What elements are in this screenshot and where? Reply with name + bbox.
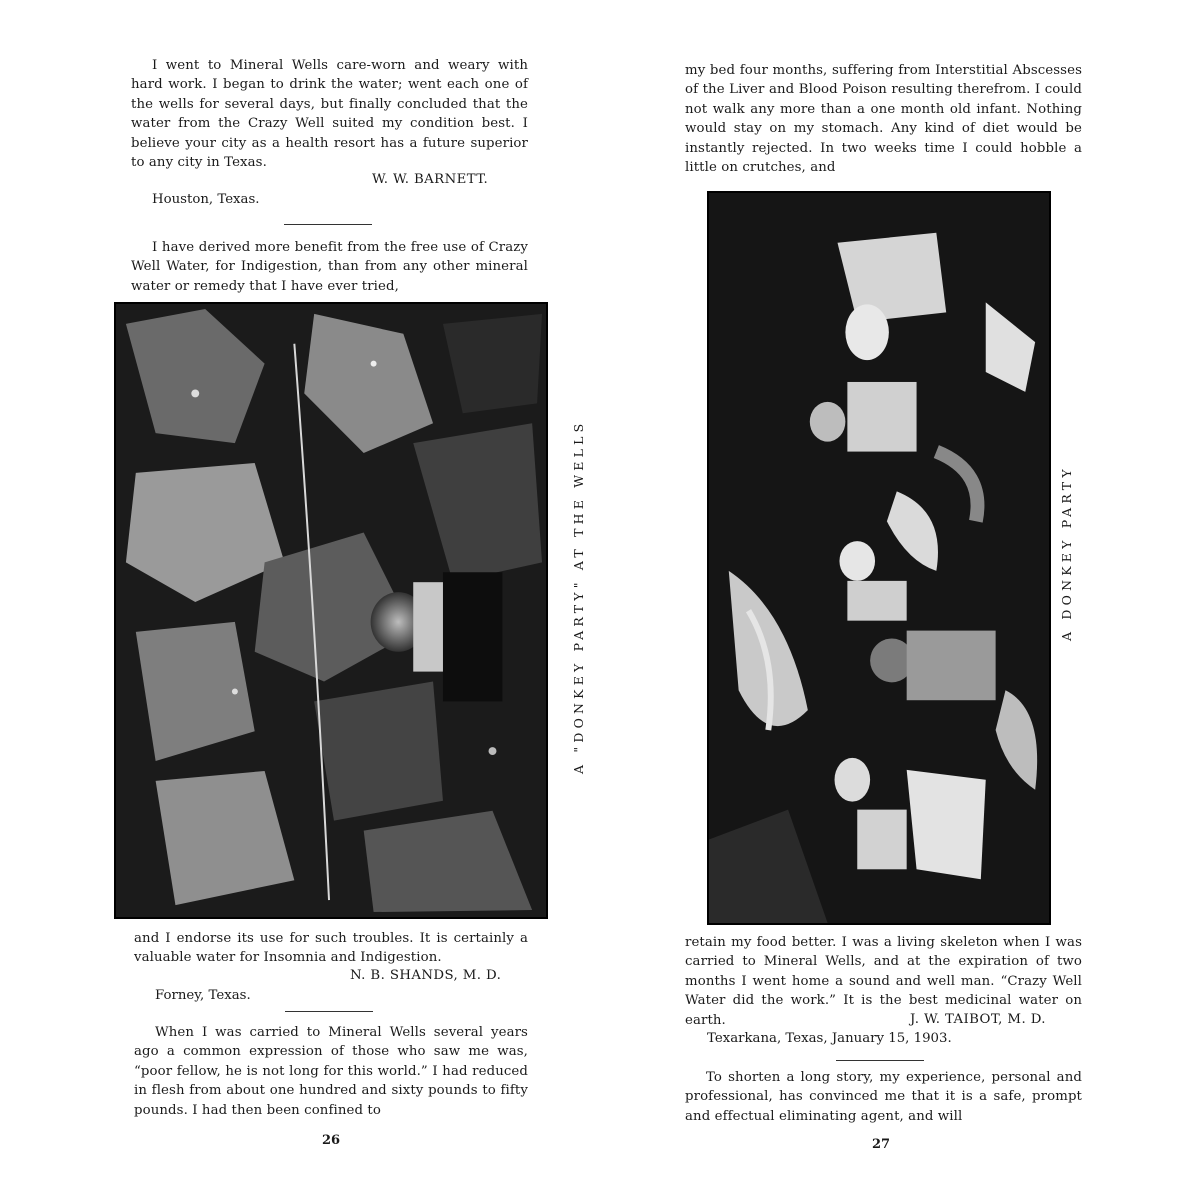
photo-donkey-party [707,191,1051,925]
signature-taibot: J. W. TAIBOT, M. D. [910,1012,1046,1027]
section-divider [284,224,372,225]
photo-caption-right: A DONKEY PARTY [1059,465,1074,641]
testimonial-shands-end: and I endorse its use for such troubles. It is certainly a valuable water for Insomnia and Indigestion. [134,931,528,966]
testimonial-shands-start: I have derived more benefit from the free use of Crazy Well Water, for Indigestion, than from any other mineral water or remedy that I have ever tried, [131,240,528,294]
right-page [600,0,1200,1200]
testimonial-conclusion: To shorten a long story, my experience, personal and professional, has convinced me that it is a safe, prompt and effectual eliminating agent, and will [685,1070,1082,1124]
photo-image [116,304,546,917]
signature-shands: N. B. SHANDS, M. D. [350,968,502,983]
section-divider [836,1060,924,1061]
page-number-left: 26 [322,1133,341,1148]
photo-donkey-party-wells [114,302,548,919]
place-forney: Forney, Texas. [155,988,251,1003]
testimonial-taibot-end: retain my food better. I was a living skeleton when I was carried to Mineral Wells, and at the expiration of two months I went home a sound and well man. “Crazy Well Water did the work.” It is the best medicinal water on earth. [685,935,1082,1028]
testimonial-barnett: I went to Mineral Wells care-worn and weary with hard work. I began to drink the water; went each one of the wells for several days, but finally concluded that the water from the Crazy Well suited my condition best. I believe your city as a health resort has a future superior to any city in Texas. [131,58,528,171]
page-number-right: 27 [872,1137,891,1152]
place-texarkana: Texarkana, Texas, January 15, 1903. [707,1031,952,1046]
testimonial-taibot-middle: my bed four months, suffering from Interstitial Abscesses of the Liver and Blood Poison resulting therefrom. I could not walk any more than a one month old infant. Nothing would stay on my stomach. Any kind of diet would be instantly rejected. In two weeks time I could hobble a little on crutches, and [685,63,1082,176]
section-divider [285,1011,373,1012]
place-houston: Houston, Texas. [152,192,260,207]
photo-image [709,193,1049,923]
photo-caption-left: A "DONKEY PARTY" AT THE WELLS [571,419,586,774]
signature-barnett: W. W. BARNETT. [372,172,489,187]
testimonial-taibot-start: When I was carried to Mineral Wells several years ago a common expression of those who saw me was, “poor fellow, he is not long for this world.” I had reduced in flesh from about one hundred and sixty pounds to fifty pounds. I had then been confined to [134,1025,528,1118]
